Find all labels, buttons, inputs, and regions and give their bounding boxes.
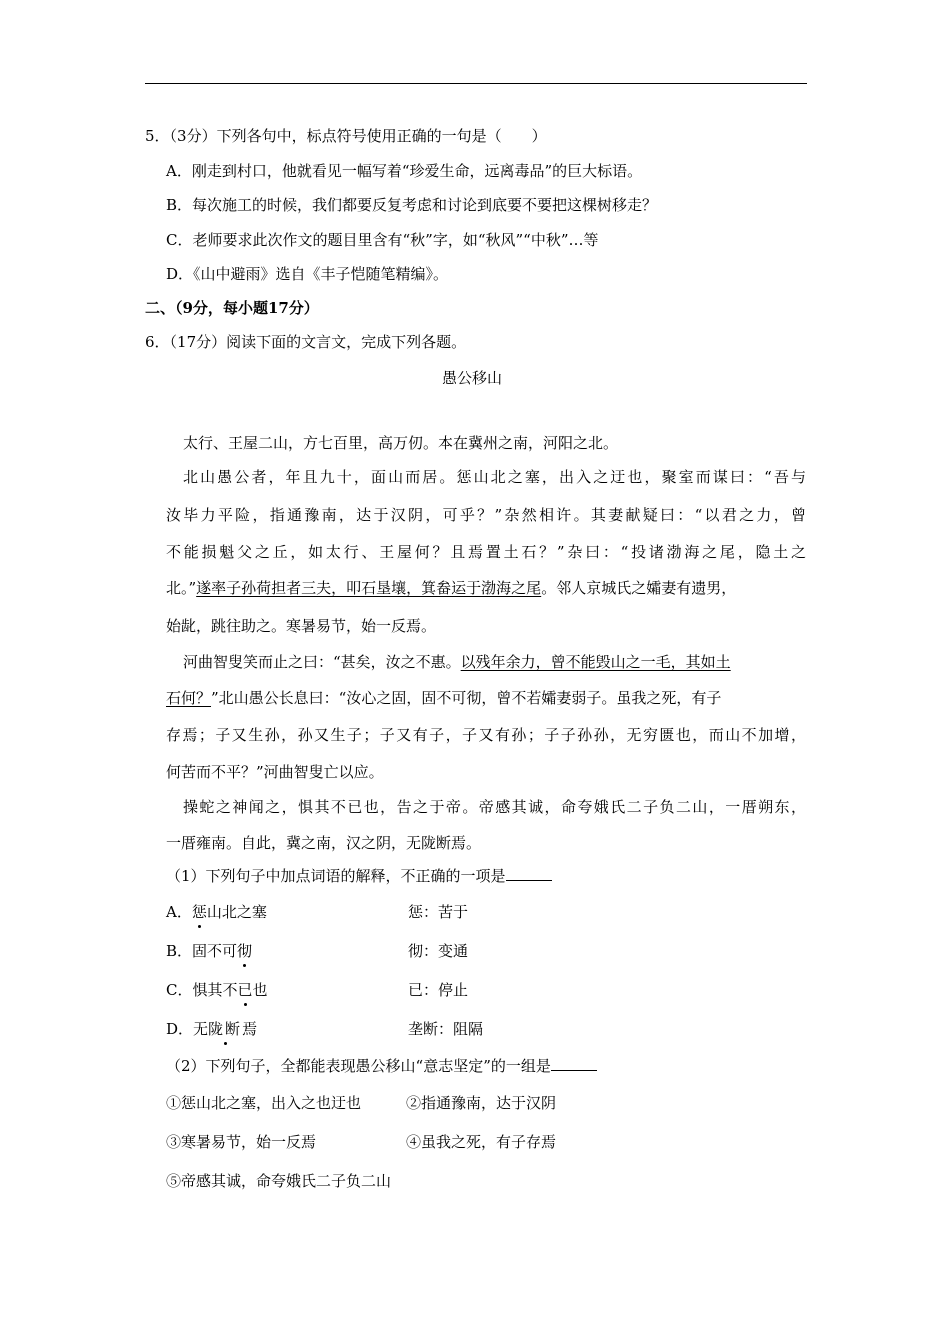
dotted-word: 陇断: [208, 1020, 243, 1038]
sub1-stem: [166, 866, 552, 886]
sub2-stem: [166, 1056, 597, 1076]
passage-paragraph-1: 太行、王屋二山，方七百里，高万仞。本在冀州之南，河阳之北。: [183, 434, 619, 452]
option-text: 惧其不: [192, 981, 238, 999]
sub1-gloss-c: 已：停止: [408, 981, 469, 999]
p3-text-a: 河曲智叟笑而止之曰：“甚矣，汝之不惠。: [183, 653, 461, 671]
sub2-item-5: ⑤帝感其诚，命夸娥氏二子负二山: [166, 1172, 392, 1190]
option-text: 焉: [242, 1020, 258, 1038]
sub2-item-1: ①惩山北之塞，出入之也迂也: [166, 1094, 362, 1112]
sub2-item-4: ④虽我之死，有子存焉: [406, 1133, 557, 1151]
q5-option-a: A．刚走到村口，他就看见一幅写着“珍爱生命，远离毒品”的巨大标语。: [166, 162, 643, 180]
sub1-option-d: [166, 1019, 257, 1039]
option-label: A．: [166, 903, 192, 921]
sub1-option-c: [166, 980, 268, 1000]
section-2-heading: 二、（9分，每小题17分）: [145, 299, 319, 317]
passage-p2-line-5: 始龀，跳往助之。寒暑易节，始一反焉。: [166, 617, 437, 635]
sub2-item-2: ②指通豫南，达于汉阴: [406, 1094, 557, 1112]
passage-p3-line-3: 存焉；子又生孙，孙又生子；子又有子，子又有孙；子子孙孙，无穷匮也，而山不加增，: [166, 726, 806, 744]
passage-title: 愚公移山: [442, 369, 503, 387]
option-label: B．: [166, 942, 193, 960]
passage-p3-line-1: [183, 652, 731, 672]
option-text: 无: [193, 1020, 209, 1038]
sub2-stem-text: （2）下列句子，全都能表现愚公移山“意志坚定”的一组是: [166, 1057, 551, 1075]
passage-p3-line-2: [166, 688, 721, 708]
p2-text-b: 。邻人京城氏之孀妻有遗男，: [541, 579, 737, 597]
p3-underlined-sentence-1: 以残年余力，曾不能毁山之一毛，其如土: [460, 653, 731, 671]
passage-p2-line-2: 汝毕力平险，指通豫南，达于汉阴，可乎？”杂然相许。其妻献疑曰：“以君之力，曾: [166, 506, 806, 524]
passage-p2-line-4: [166, 578, 736, 598]
sub2-item-3: ③寒暑易节，始一反焉: [166, 1133, 317, 1151]
dotted-word: 彻: [237, 942, 253, 960]
sub1-gloss-a: 惩：苦于: [408, 903, 469, 921]
p3-text-b: ”北山愚公长息曰：“汝心之固，固不可彻，曾不若孀妻弱子。虽我之死，有子: [211, 689, 722, 707]
sub1-gloss-b: 彻：变通: [408, 942, 469, 960]
q5-option-c: C．老师要求此次作文的题目里含有“秋”字，如“秋风”“中秋”…等: [166, 231, 599, 249]
p3-underlined-sentence-2: 石何？: [166, 689, 212, 707]
q6-stem: 6．（17分）阅读下面的文言文，完成下列各题。: [145, 333, 467, 351]
sub1-stem-text: （1）下列句子中加点词语的解释，不正确的一项是: [166, 867, 506, 885]
passage-p4-line-2: 一厝雍南。自此，冀之南，汉之阴，无陇断焉。: [166, 834, 482, 852]
option-label: D．: [166, 1020, 194, 1038]
option-text: 山北之塞: [206, 903, 267, 921]
option-label: C．: [166, 981, 193, 999]
sub1-option-b: [166, 941, 252, 961]
header-rule: [145, 83, 807, 84]
dotted-word: 惩: [191, 903, 207, 921]
passage-p2-line-1: 北山愚公者，年且九十，面山而居。惩山北之塞，出入之迂也，聚室而谋曰：“吾与: [183, 468, 806, 486]
sub1-gloss-d: 垄断：阻隔: [408, 1020, 484, 1038]
passage-p2-line-3: 不能损魁父之丘，如太行、王屋何？且焉置土石？”杂曰：“投诸渤海之尾，隐土之: [166, 543, 806, 561]
passage-p4-line-1: 操蛇之神闻之，惧其不已也，告之于帝。帝感其诚，命夸娥氏二子负二山，一厝朔东，: [183, 798, 806, 816]
dotted-word: 已: [237, 981, 253, 999]
p2-text-a: 北。”: [166, 579, 197, 597]
passage-p3-line-4: 何苦而不平？”河曲智叟亡以应。: [166, 763, 384, 781]
option-text: 也: [252, 981, 268, 999]
q5-option-d: D．《山中避雨》选自《丰子恺随笔精编》。: [166, 265, 449, 283]
q5-stem: 5．（3分）下列各句中，标点符号使用正确的一句是（ ）: [145, 127, 547, 145]
answer-blank: [551, 1056, 597, 1071]
answer-blank: [506, 866, 552, 881]
p2-underlined-sentence: 遂率子孙荷担者三夫，叩石垦壤，箕畚运于渤海之尾: [196, 579, 542, 597]
option-text: 固不可: [192, 942, 238, 960]
sub1-option-a: [166, 902, 267, 922]
q5-option-b: B．每次施工的时候，我们都要反复考虑和讨论到底要不要把这棵树移走？: [166, 196, 658, 214]
